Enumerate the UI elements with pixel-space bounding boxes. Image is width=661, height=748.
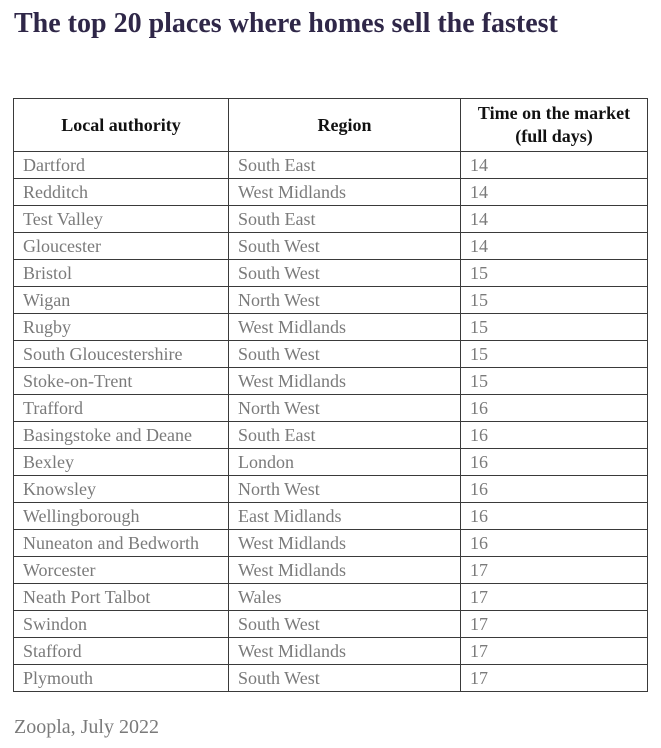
cell-time-on-market: 17	[461, 638, 648, 665]
table-row	[14, 476, 648, 503]
table-row	[14, 530, 648, 557]
cell-local-authority: Wigan	[14, 287, 229, 314]
page-title: The top 20 places where homes sell the fastest	[14, 8, 558, 39]
cell-local-authority: Rugby	[14, 314, 229, 341]
cell-time-on-market: 17	[461, 665, 648, 692]
table-body	[14, 152, 648, 692]
cell-local-authority: Gloucester	[14, 233, 229, 260]
cell-local-authority: Bexley	[14, 449, 229, 476]
cell-time-on-market: 17	[461, 557, 648, 584]
table-row	[14, 368, 648, 395]
cell-region: West Midlands	[229, 179, 461, 206]
table-row	[14, 395, 648, 422]
cell-region: North West	[229, 287, 461, 314]
table-row	[14, 503, 648, 530]
cell-local-authority: Stoke-on-Trent	[14, 368, 229, 395]
cell-region: West Midlands	[229, 314, 461, 341]
cell-time-on-market: 17	[461, 584, 648, 611]
table-row	[14, 665, 648, 692]
cell-local-authority: South Gloucestershire	[14, 341, 229, 368]
data-table	[13, 98, 648, 692]
cell-region: West Midlands	[229, 368, 461, 395]
cell-local-authority: Wellingborough	[14, 503, 229, 530]
cell-local-authority: Trafford	[14, 395, 229, 422]
cell-region: South West	[229, 611, 461, 638]
cell-local-authority: Bristol	[14, 260, 229, 287]
cell-local-authority: Dartford	[14, 152, 229, 179]
cell-local-authority: Worcester	[14, 557, 229, 584]
cell-region: East Midlands	[229, 503, 461, 530]
cell-time-on-market: 16	[461, 530, 648, 557]
table-row	[14, 341, 648, 368]
cell-region: South West	[229, 260, 461, 287]
cell-time-on-market: 14	[461, 206, 648, 233]
cell-time-on-market: 14	[461, 152, 648, 179]
cell-local-authority: Plymouth	[14, 665, 229, 692]
cell-time-on-market: 15	[461, 368, 648, 395]
cell-local-authority: Swindon	[14, 611, 229, 638]
table-row	[14, 152, 648, 179]
table-row	[14, 449, 648, 476]
source-note: Zoopla, July 2022	[14, 716, 159, 738]
cell-local-authority: Knowsley	[14, 476, 229, 503]
cell-time-on-market: 15	[461, 314, 648, 341]
cell-region: South East	[229, 152, 461, 179]
table-row	[14, 179, 648, 206]
cell-local-authority: Nuneaton and Bedworth	[14, 530, 229, 557]
cell-region: West Midlands	[229, 530, 461, 557]
table-row	[14, 422, 648, 449]
table-row	[14, 557, 648, 584]
cell-region: London	[229, 449, 461, 476]
cell-time-on-market: 16	[461, 422, 648, 449]
cell-region: West Midlands	[229, 638, 461, 665]
cell-region: North West	[229, 476, 461, 503]
table-row	[14, 638, 648, 665]
column-header-local-authority: Local authority	[14, 99, 229, 152]
cell-local-authority: Redditch	[14, 179, 229, 206]
column-header-region: Region	[229, 99, 461, 152]
cell-time-on-market: 14	[461, 233, 648, 260]
cell-region: Wales	[229, 584, 461, 611]
cell-region: North West	[229, 395, 461, 422]
cell-region: South West	[229, 341, 461, 368]
table-row	[14, 287, 648, 314]
cell-time-on-market: 15	[461, 287, 648, 314]
table-row	[14, 260, 648, 287]
table-row	[14, 314, 648, 341]
table-row	[14, 611, 648, 638]
cell-region: South East	[229, 422, 461, 449]
table-row	[14, 584, 648, 611]
cell-local-authority: Basingstoke and Deane	[14, 422, 229, 449]
column-header-time-on-market: Time on the market (full days)	[461, 99, 648, 152]
cell-local-authority: Test Valley	[14, 206, 229, 233]
table-row	[14, 206, 648, 233]
cell-time-on-market: 17	[461, 611, 648, 638]
cell-region: West Midlands	[229, 557, 461, 584]
cell-time-on-market: 16	[461, 476, 648, 503]
cell-time-on-market: 15	[461, 341, 648, 368]
cell-local-authority: Neath Port Talbot	[14, 584, 229, 611]
cell-time-on-market: 14	[461, 179, 648, 206]
cell-time-on-market: 15	[461, 260, 648, 287]
table-header-row	[14, 99, 648, 152]
cell-time-on-market: 16	[461, 449, 648, 476]
cell-region: South West	[229, 233, 461, 260]
cell-time-on-market: 16	[461, 395, 648, 422]
cell-region: South West	[229, 665, 461, 692]
cell-time-on-market: 16	[461, 503, 648, 530]
cell-local-authority: Stafford	[14, 638, 229, 665]
table-row	[14, 233, 648, 260]
cell-region: South East	[229, 206, 461, 233]
